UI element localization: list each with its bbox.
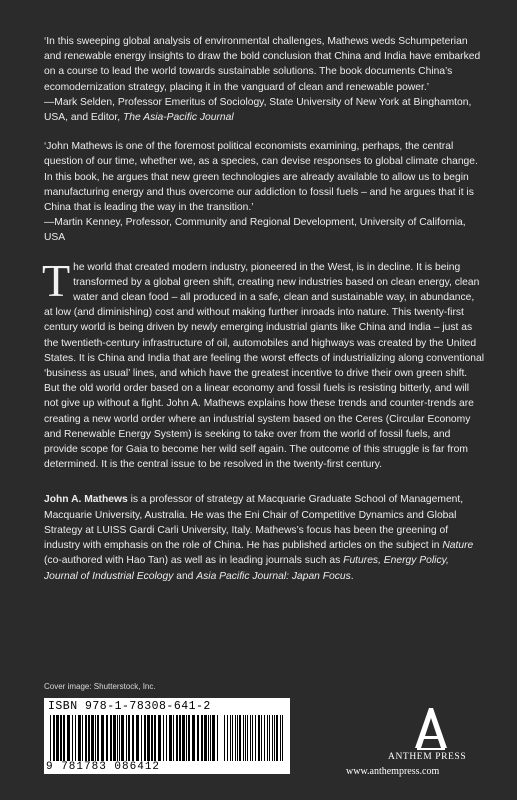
barcode-bar: [264, 715, 265, 761]
book-description: [42, 254, 484, 473]
barcode-bar: [85, 715, 87, 761]
barcode-bar: [106, 715, 108, 761]
barcode-bar: [239, 715, 241, 761]
barcode-bar: [217, 715, 218, 761]
barcode-bar: [169, 715, 172, 761]
barcode-bar: [186, 715, 187, 761]
barcode-bar: [176, 715, 178, 761]
barcode-bar: [245, 715, 246, 761]
barcode-bar: [232, 715, 233, 761]
barcode-bar: [144, 715, 146, 761]
barcode-bar: [158, 715, 161, 761]
barcode-bar: [67, 715, 70, 761]
barcode-bar: [136, 715, 139, 761]
ean-barcode-bars: [50, 715, 220, 761]
barcode-bar: [53, 715, 55, 761]
barcode-bar: [208, 715, 209, 761]
cover-image-credit: Cover image: Shutterstock, Inc.: [44, 682, 156, 691]
ean-digits: 9 781783 086412: [46, 761, 161, 773]
barcode-bar: [280, 715, 281, 761]
barcode-bar: [179, 715, 181, 761]
praise-quote-2: [44, 139, 484, 245]
barcode-bar: [151, 715, 153, 761]
barcode-bar: [154, 715, 156, 761]
isbn-barcode: [44, 698, 290, 774]
praise-quote-text: ‘John Mathews is one of the foremost political economists examining, perhaps, the central question of our time, whether we, as a species, can devise responses to global climate change. In this book, he argues that new green technologies are already available to allow us to begin manufacturing energy and thus overcome our addiction to fossil fuels – and he argues that it is China that is leading the way in the transition.’: [44, 141, 478, 214]
barcode-bar: [126, 715, 127, 761]
barcode-bar: [188, 715, 190, 761]
barcode-bar: [230, 715, 231, 761]
back-cover-text: [44, 34, 484, 584]
barcode-bar: [132, 715, 134, 761]
addon-barcode-bars: [224, 715, 286, 761]
barcode-bar: [255, 715, 256, 761]
barcode-bar: [243, 715, 244, 761]
barcode-bar: [237, 715, 238, 761]
barcode-bar: [272, 715, 273, 761]
isbn-text: ISBN 978-1-78308-641-2: [48, 700, 211, 713]
barcode-bar: [72, 715, 73, 761]
praise-quote-text: ‘In this sweeping global analysis of environmental challenges, Mathews weds Schumpeterian and renewable energy insights to draw the bold conclusion that China and India have embarked on a course to lead the world towards sustainable solutions. The book documents China’s ecomodernization strategy, placing it in the vanguard of clean and renewable power.’: [44, 36, 481, 93]
barcode-bar: [274, 715, 275, 761]
praise-quote-1: [44, 34, 484, 125]
drop-cap: T: [42, 254, 71, 306]
praise-attribution: —Martin Kenney, Professor, Community and Regional Development, University of California, USA: [44, 217, 466, 244]
author-bio: John A. Mathews is a professor of strategy at Macquarie Graduate School of Management, Macquarie University, Australia. He was the Eni Chair of Competitive Dynamics and Global Strategy at LUISS Gardi Carli University, Italy. Mathews’s focus has been the greening of industry with emphasis on the role of China. He has published articles on the subject in Nature (co-authored with Hao Tan) as well as in leading journals such as Futures, Energy Policy, Journal of Industrial Ecology and Asia Pacific Journal: Japan Focus.: [44, 494, 474, 582]
barcode-bar: [212, 715, 215, 761]
praise-attribution: —Mark Selden, Professor Emeritus of Sociology, State University of New York at Binghamton, USA, and Editor, The Asia-Pacific Journal: [44, 96, 472, 124]
barcode-bar: [128, 715, 130, 761]
barcode-bar: [282, 715, 283, 761]
barcode-bar: [252, 715, 253, 761]
barcode-bar: [224, 715, 225, 761]
description-text: he world that created modern industry, pioneered in the West, is in decline. It is being transformed by a global green shift, creating new industries based on clean energy, clean water and clean food – all produced in a safe, clean and sustainable way, in abundance, at low (and diminishing) cost and without making further inroads into nature. This twenty-first century world is being driven by newly emerging industrial giants like China and India – just as the twentieth-century infrastructure of oil, automobiles and highways was created by the United States. It is China and India that are feeling the worst effects of industrializing along conventional ‘business as usual’ lines, and which have the greatest incentive to drive their own green shift. But the old world order based on a linear economy and fossil fuels is resisting bitterly, and will not give up without a fight. John A. Mathews explains how these trends and counter-trends are creating a new world order where an industrial system based on the Ceres (Circular Economy and Renewable Energy System) is seeking to take over from the world of fossil fuels, and provide scope for Gaia to become her wild self again. The outcome of this struggle is far from determined. It is the central issue to be resolved in the twenty-first century.: [44, 261, 484, 471]
publisher-name: ANTHEM PRESS: [388, 752, 467, 762]
barcode-bar: [182, 715, 185, 761]
barcode-bar: [95, 715, 96, 761]
barcode-bar: [60, 715, 62, 761]
barcode-bar: [97, 715, 99, 761]
barcode-bar: [63, 715, 65, 761]
barcode-bar: [267, 715, 268, 761]
barcode-bar: [121, 715, 124, 761]
barcode-bar: [78, 715, 81, 761]
author-name: John A. Mathews: [44, 494, 128, 506]
barcode-bar: [204, 715, 207, 761]
barcode-bar: [210, 715, 211, 761]
barcode-bar: [197, 715, 199, 761]
barcode-bar: [201, 715, 203, 761]
barcode-bar: [110, 715, 112, 761]
barcode-bar: [258, 715, 260, 761]
barcode-bar: [50, 715, 51, 761]
barcode-bar: [166, 715, 167, 761]
barcode-bar: [173, 715, 174, 761]
barcode-bar: [91, 715, 94, 761]
barcode-bar: [269, 715, 270, 761]
barcode-bar: [113, 715, 116, 761]
anthem-a-icon: [415, 708, 447, 750]
barcode-bar: [235, 715, 236, 761]
barcode-bar: [117, 715, 118, 761]
barcode-bar: [276, 715, 278, 761]
barcode-bar: [82, 715, 83, 761]
barcode-bar: [147, 715, 150, 761]
barcode-bar: [75, 715, 76, 761]
barcode-bar: [101, 715, 104, 761]
barcode-bar: [163, 715, 164, 761]
barcode-bar: [88, 715, 90, 761]
barcode-bar: [261, 715, 262, 761]
barcode-bar: [247, 715, 248, 761]
barcode-bar: [227, 715, 228, 761]
barcode-bar: [141, 715, 142, 761]
barcode-bar: [192, 715, 195, 761]
barcode-bar: [56, 715, 59, 761]
barcode-bar: [119, 715, 120, 761]
barcode-bar: [250, 715, 251, 761]
publisher-url[interactable]: www.anthempress.com: [346, 766, 440, 777]
